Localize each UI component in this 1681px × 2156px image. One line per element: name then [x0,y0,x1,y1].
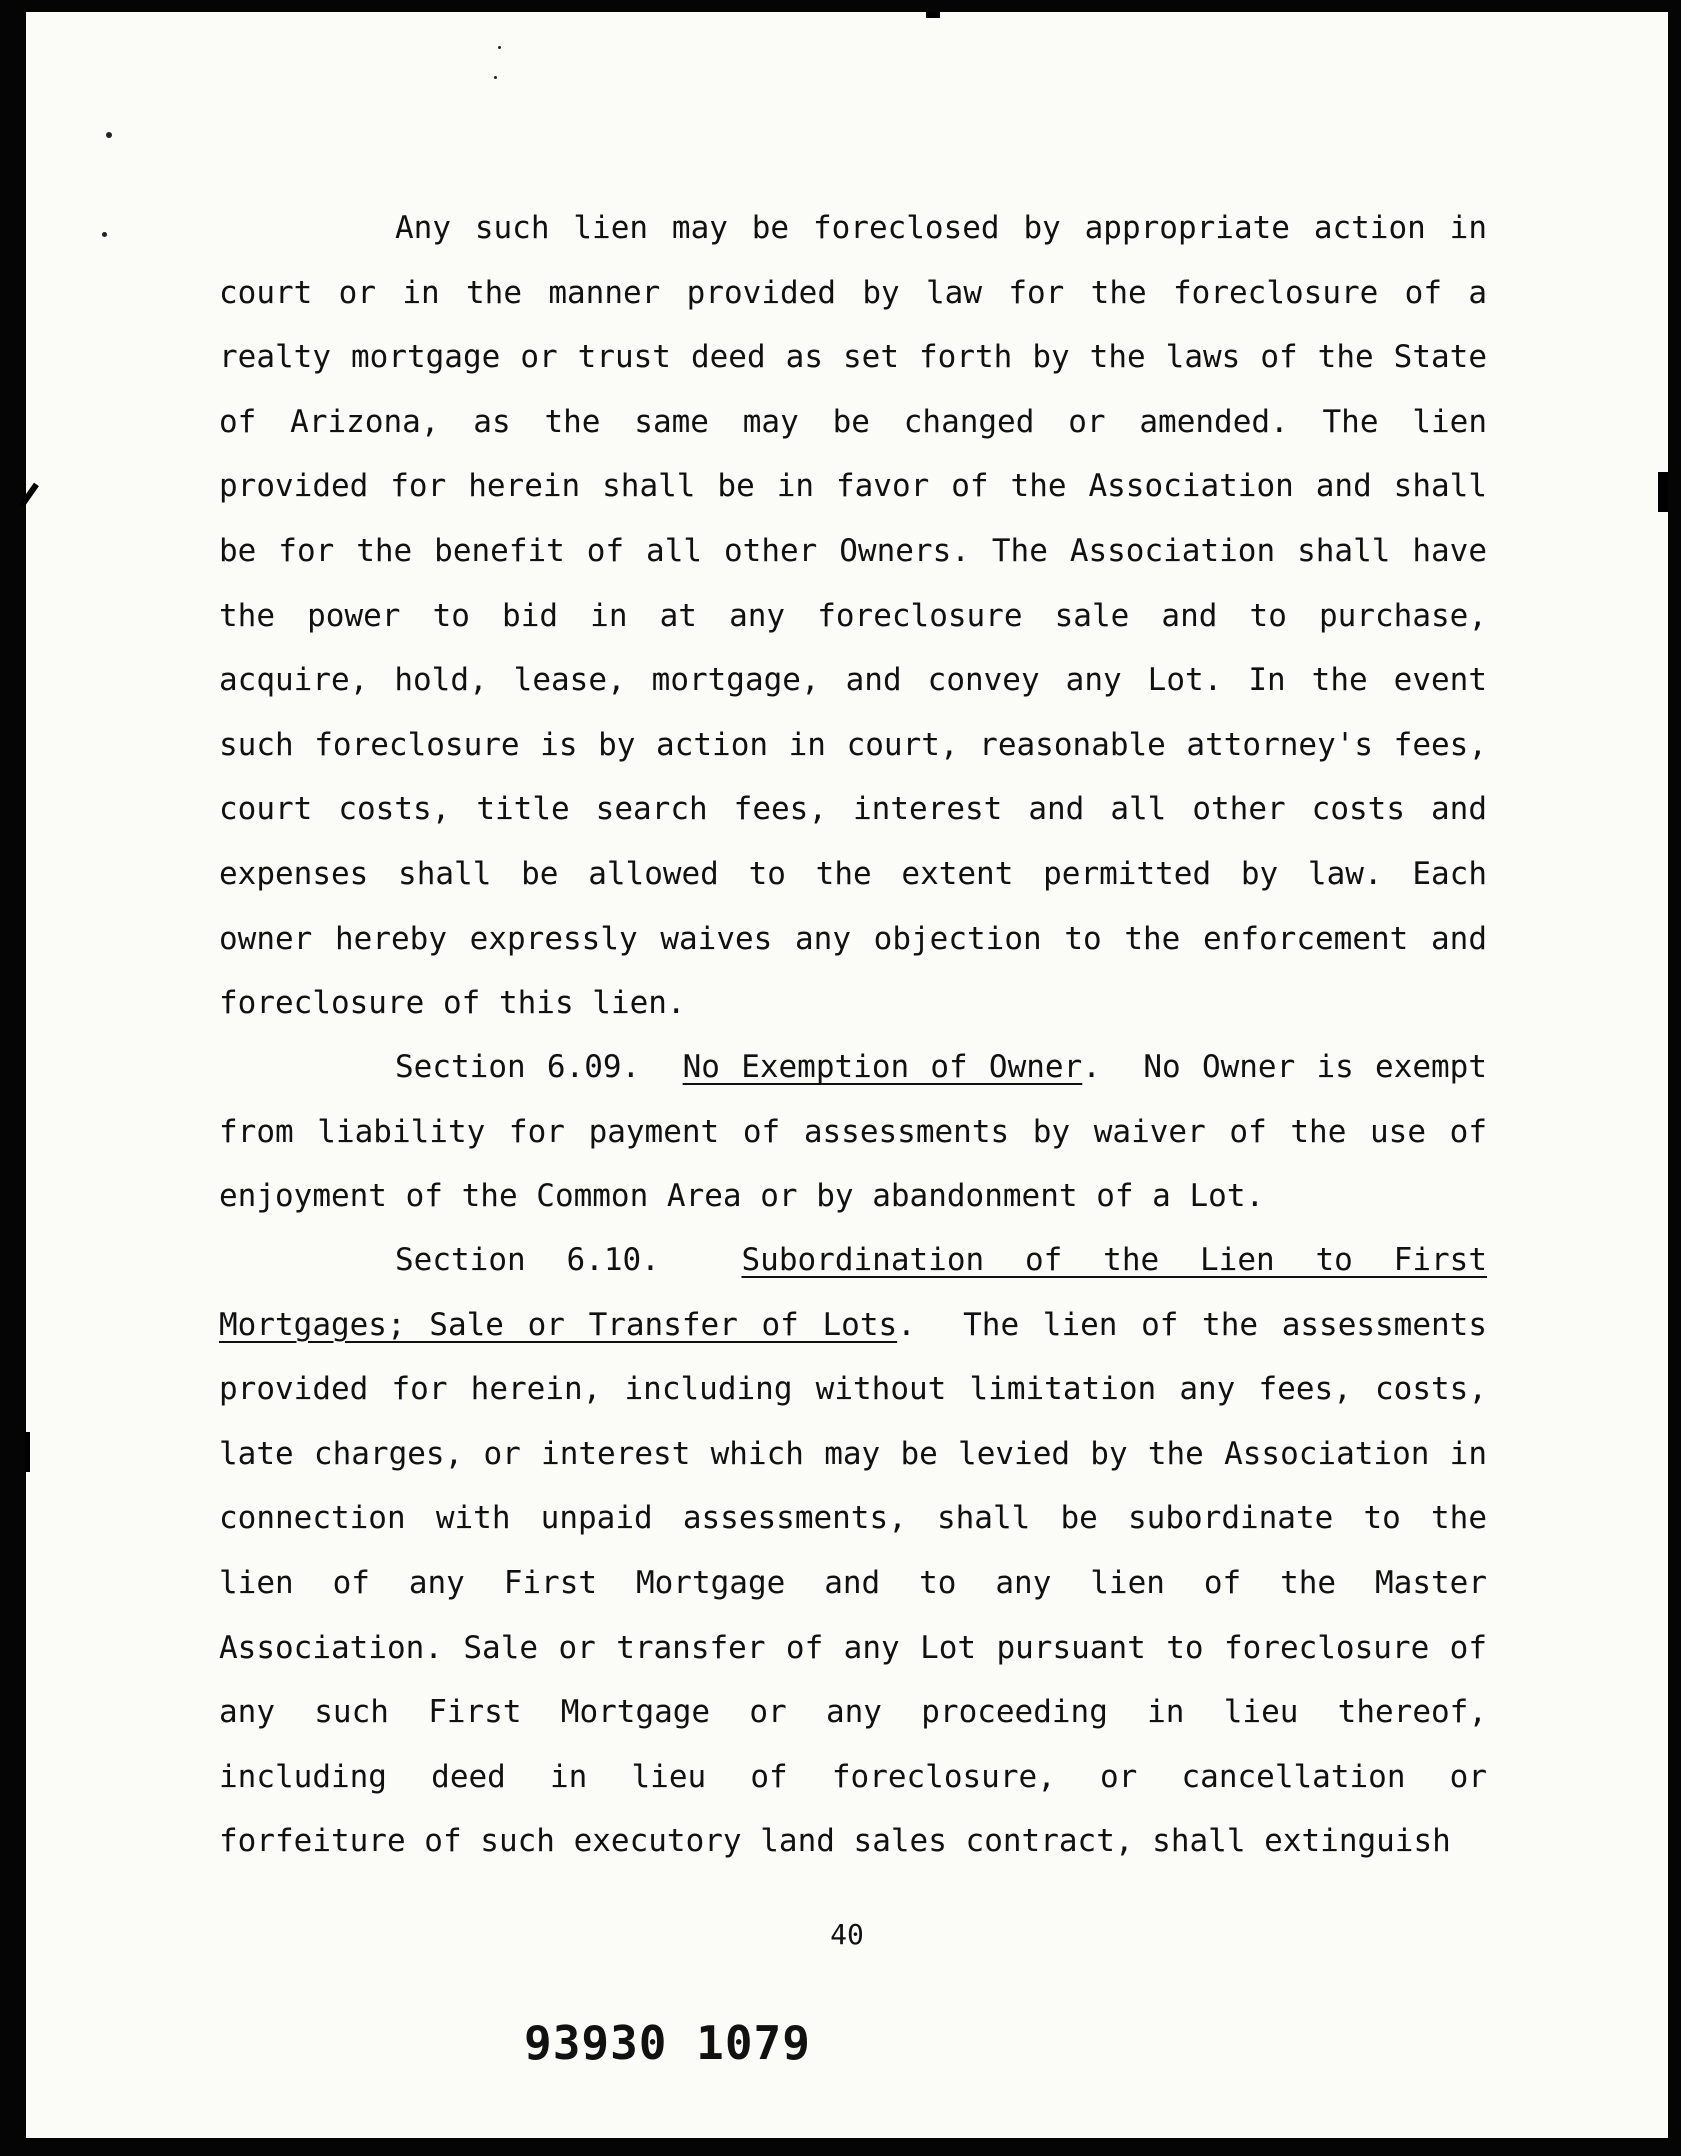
page-number: 40 [830,1918,864,1951]
scan-speck [106,132,112,138]
section-title: Subordination of the Lien to First Mortgages; Sale or Transfer of Lots [219,1242,1487,1343]
section-label: Section 6.09. [395,1049,641,1085]
scan-edge-mark [926,12,940,18]
paragraph-section-6-09 [219,1035,1487,1229]
section-label: Section 6.10. [395,1242,660,1278]
section-title-suffix: . [1082,1049,1101,1085]
document-page [26,12,1668,2138]
scan-edge-mark [26,1432,30,1472]
section-title-suffix: . [897,1306,916,1343]
paragraph-section-6-10 [219,1228,1487,1874]
scan-speck [102,232,107,237]
scan-edge-mark [19,483,39,508]
scan-edge-mark [1658,472,1668,512]
scan-speck [494,76,497,79]
paragraph-text: No Owner is exempt from liability for payment of assessments by waiver of the use of enjoyment of the Common Area or by abandonment of a Lot. [219,1049,1488,1215]
paragraph-text: The lien of the assessments provided for herein, including without limitation any fees, costs, late charges, or interest which may be levied by the Association in connection with unpaid assessments, shall be subordinate to the lien of any First Mortgage and to any lien of the Master Association. Sale or transfer of any Lot pursuant to foreclosure of any such First Mortgage or any proceeding in lieu thereof, including deed in lieu of foreclosure, or cancellation or forfeiture of such executory land sales contract, shall extinguish [219,1306,1488,1860]
paragraph-lien-foreclosure [219,196,1487,1036]
scan-speck [498,46,501,49]
document-stamp-number: 93930 1079 [524,2016,811,2070]
paragraph-text: Any such lien may be foreclosed by appropriate action in court or in the manner provided by law for the foreclosure of a realty mortgage or trust deed as set forth by the laws of the State of Arizona, as the same may be changed or amended. The lien provided for herein shall be in favor of the Association and shall be for the benefit of all other Owners. The Association shall have the power to bid in at any foreclosure sale and to purchase, acquire, hold, lease, mortgage, and convey any Lot. In the event such foreclosure is by action in court, reasonable attorney's fees, court costs, title search fees, interest and all other costs and expenses shall be allowed to the extent permitted by law. Each owner hereby expressly waives any objection to the enforcement and foreclosure of this lien. [219,210,1487,1022]
section-title: No Exemption of Owner [682,1049,1083,1085]
